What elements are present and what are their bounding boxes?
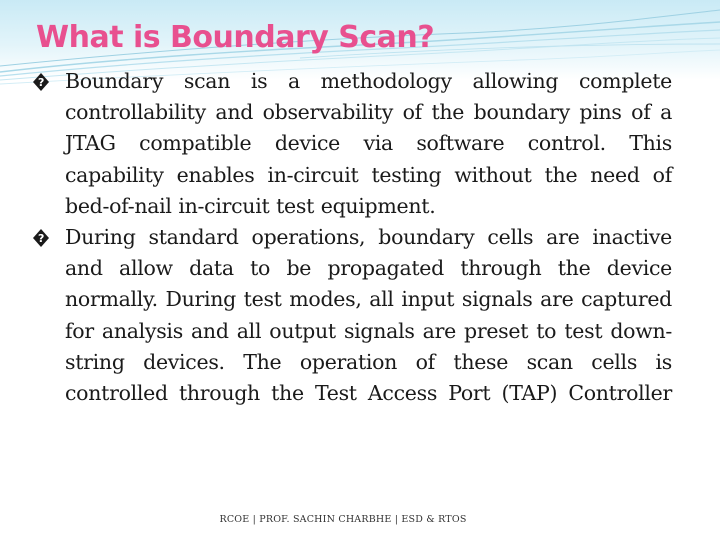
replacement-char-icon	[32, 228, 50, 248]
slide-title: What is Boundary Scan?	[36, 20, 435, 55]
bullet-item	[32, 222, 672, 409]
bullet-text: Boundary scan is a methodology allowing complete controllability and observability of the boundary pins of a JTAG compatible device via software control. This capability enables in-circuit testing without the need of bed-of-nail in-circuit test equipment.	[65, 69, 672, 218]
slide-footer	[0, 514, 720, 525]
svg-text:?: ?	[37, 232, 45, 246]
bullet-text: During standard operations, boundary cells are inactive and allow data to be propagated through the device normally. During test modes, all input signals are captured for analysis and all output signals are preset to test down-string devices. The operation of these scan cells is controlled through the Test Access Port (TAP) Controller	[65, 225, 672, 406]
bullet-list	[32, 66, 672, 409]
replacement-char-icon	[32, 72, 50, 92]
svg-text:?: ?	[37, 76, 45, 89]
footer-text: RCOE | PROF. SACHIN CHARBHE | ESD & RTOS	[219, 514, 467, 525]
bullet-item	[32, 66, 672, 222]
